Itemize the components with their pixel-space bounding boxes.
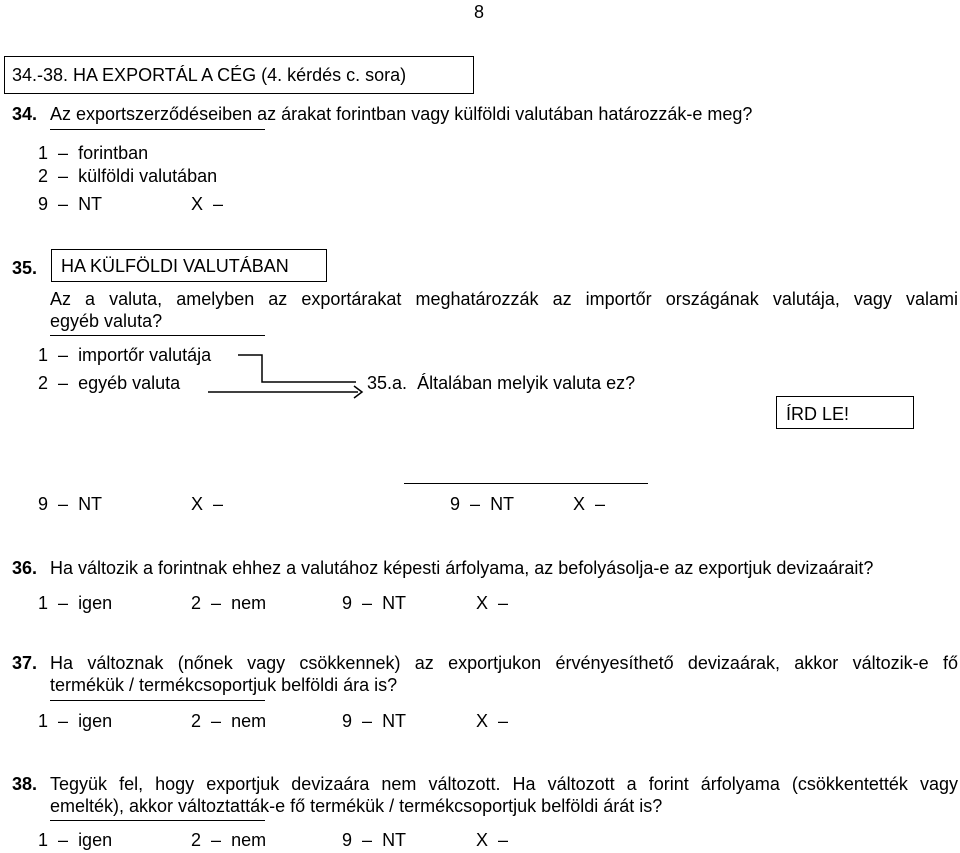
option-code: 2 <box>191 711 202 731</box>
option-label: NT <box>382 593 407 613</box>
q38-option-9[interactable] <box>342 830 406 851</box>
option-x: X <box>476 593 489 613</box>
q37-option-2[interactable] <box>191 711 266 732</box>
q34-number: 34. <box>12 104 38 124</box>
option-x: X <box>476 830 489 850</box>
q36-text: Ha változik a forintnak ehhez a valutához képesti árfolyama, az befolyásolja-e az exportjuk devizaárait? <box>50 558 874 578</box>
option-dash: – <box>211 711 222 731</box>
page-number: 8 <box>474 2 485 22</box>
option-x: X <box>573 494 586 514</box>
option-code: 9 <box>342 830 353 850</box>
option-dash: – <box>213 494 224 514</box>
q38-option-x[interactable] <box>476 830 508 851</box>
option-dash: – <box>213 194 224 214</box>
option-label: nem <box>231 711 267 731</box>
option-dash: – <box>498 830 509 850</box>
q38-number: 38. <box>12 774 38 794</box>
q35a-option-x[interactable] <box>573 494 605 515</box>
option-code: 1 <box>38 143 49 163</box>
option-code: 9 <box>342 711 353 731</box>
q36-option-2[interactable] <box>191 593 266 614</box>
option-x: X <box>476 711 489 731</box>
q38-underline <box>50 820 265 821</box>
option-code: 9 <box>342 593 353 613</box>
q35a-answer-line[interactable] <box>404 483 648 484</box>
option-dash: – <box>58 373 69 393</box>
option-label: NT <box>382 830 407 850</box>
q35-filter: HA KÜLFÖLDI VALUTÁBAN <box>61 256 289 276</box>
option-label: igen <box>78 830 113 850</box>
q37-option-1[interactable] <box>38 711 112 732</box>
option-dash: – <box>498 593 509 613</box>
option-dash: – <box>58 143 69 163</box>
q38-text-line2: emelték), akkor változtatták-e fő termékük / termékcsoportjuk belföldi árát is? <box>50 796 663 816</box>
option-code: 9 <box>38 194 49 214</box>
q37-option-9[interactable] <box>342 711 406 732</box>
q35a-text: Általában melyik valuta ez? <box>417 373 636 393</box>
q38-option-2[interactable] <box>191 830 266 851</box>
option-dash: – <box>470 494 481 514</box>
option-label: egyéb valuta <box>78 373 181 393</box>
q35-option-9[interactable] <box>38 494 102 515</box>
option-label: nem <box>231 593 267 613</box>
option-x: X <box>191 194 204 214</box>
option-label: külföldi valutában <box>78 166 218 186</box>
option-dash: – <box>58 166 69 186</box>
option-code: 2 <box>38 166 49 186</box>
option-code: 9 <box>450 494 461 514</box>
q36-option-9[interactable] <box>342 593 406 614</box>
q35a-option-9[interactable] <box>450 494 514 515</box>
q37-number: 37. <box>12 653 38 673</box>
option-x: X <box>191 494 204 514</box>
option-dash: – <box>362 830 373 850</box>
option-label: importőr valutája <box>78 345 212 365</box>
q34-text: Az exportszerződéseiben az árakat forintban vagy külföldi valutában határozzák-e meg? <box>50 104 753 124</box>
option-label: NT <box>382 711 407 731</box>
option-dash: – <box>211 830 222 850</box>
q37-underline <box>50 700 265 701</box>
option-dash: – <box>58 494 69 514</box>
q38-option-1[interactable] <box>38 830 112 851</box>
option-code: 2 <box>191 830 202 850</box>
option-label: igen <box>78 711 113 731</box>
option-label: nem <box>231 830 267 850</box>
write-note: ÍRD LE! <box>786 404 850 424</box>
q37-option-x[interactable] <box>476 711 508 732</box>
option-code: 1 <box>38 711 49 731</box>
option-dash: – <box>58 830 69 850</box>
option-code: 1 <box>38 345 49 365</box>
option-code: 1 <box>38 830 49 850</box>
option-code: 1 <box>38 593 49 613</box>
q36-option-1[interactable] <box>38 593 112 614</box>
q36-number: 36. <box>12 558 38 578</box>
option-code: 2 <box>38 373 49 393</box>
q35-number: 35. <box>12 258 38 278</box>
q35a-number: 35.a. <box>367 373 408 393</box>
q35-text-line2: egyéb valuta? <box>50 311 163 331</box>
option-dash: – <box>58 711 69 731</box>
q35a-prompt <box>367 373 635 394</box>
option-code: 9 <box>38 494 49 514</box>
section-header: 34.-38. HA EXPORTÁL A CÉG (4. kérdés c. sora) <box>12 65 407 85</box>
option-dash: – <box>595 494 606 514</box>
option-dash: – <box>362 711 373 731</box>
option-dash: – <box>58 194 69 214</box>
option-dash: – <box>211 593 222 613</box>
q38-text-line1: Tegyük fel, hogy exportjuk devizaára nem változott. Ha változott a forint árfolyama (csökkentették vagy <box>50 774 958 794</box>
q37-text-line1: Ha változnak (nőnek vagy csökkennek) az exportjukon érvényesíthető devizaárak, akkor változik-e fő <box>50 653 958 673</box>
q35-text-line1: Az a valuta, amelyben az exportárakat meghatározzák az importőr országának valutája, vagy valami <box>50 289 958 309</box>
option-label: NT <box>490 494 515 514</box>
option-dash: – <box>362 593 373 613</box>
option-dash: – <box>498 711 509 731</box>
option-label: igen <box>78 593 113 613</box>
option-label: forintban <box>78 143 149 163</box>
q37-text-line2: termékük / termékcsoportjuk belföldi ára is? <box>50 675 398 695</box>
q36-option-x[interactable] <box>476 593 508 614</box>
option-dash: – <box>58 593 69 613</box>
option-dash: – <box>58 345 69 365</box>
option-label: NT <box>78 194 103 214</box>
option-code: 2 <box>191 593 202 613</box>
q35-option-x[interactable] <box>191 494 223 515</box>
option-label: NT <box>78 494 103 514</box>
